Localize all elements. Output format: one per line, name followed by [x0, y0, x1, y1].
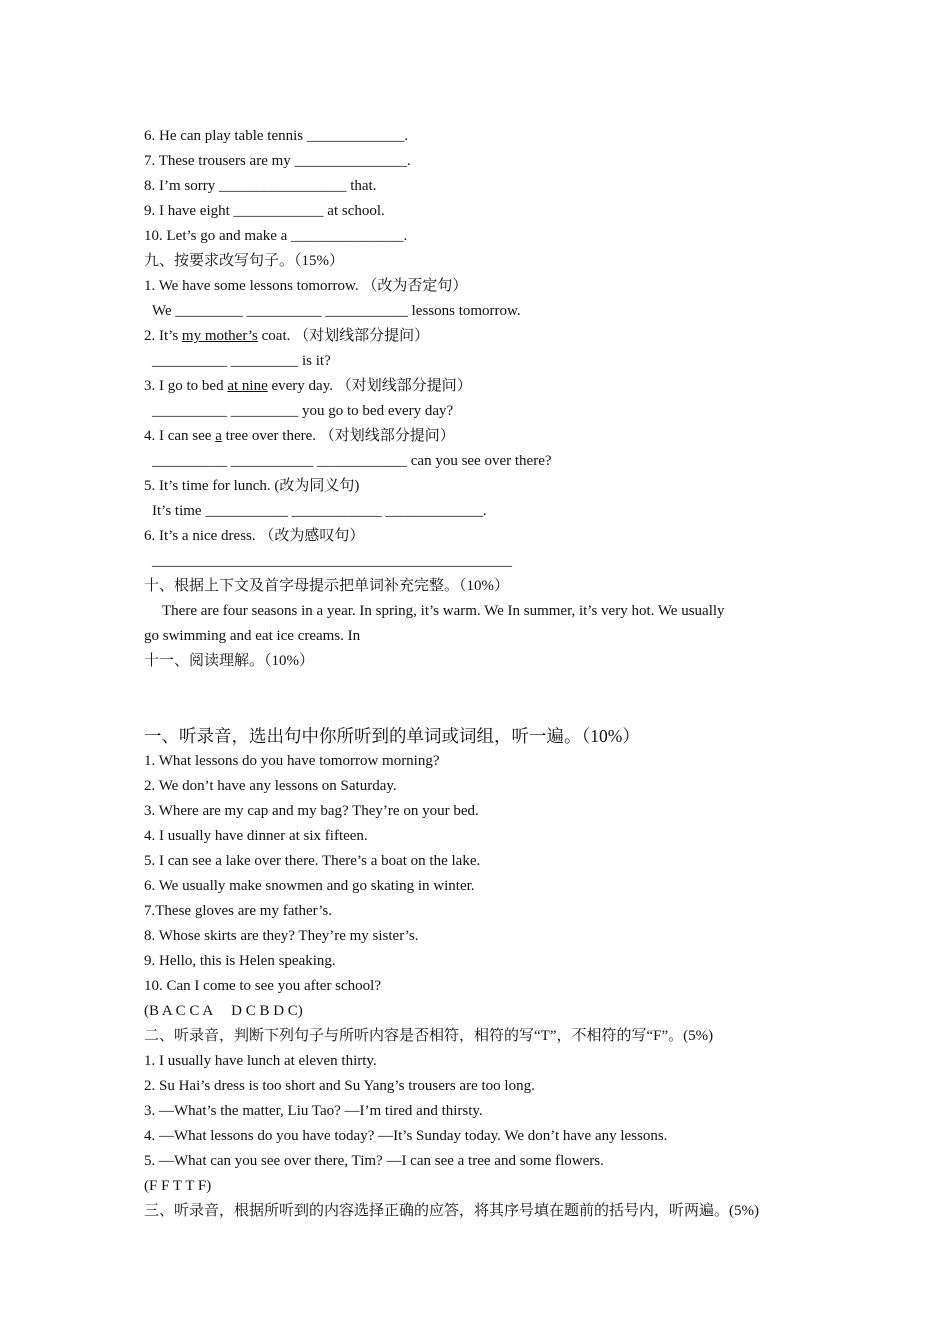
section9-heading: 九、按要求改写句子。（15%）: [144, 253, 344, 269]
s8-item-8: 8. I’m sorry _________________ that.: [144, 178, 377, 194]
s9-q3-pre: 3. I go to bed: [144, 378, 228, 394]
s9-q3-underlined: at nine: [227, 378, 268, 394]
listen1-item: 10. Can I come to see you after school?: [144, 978, 382, 994]
listen2-heading: 二、听录音，判断下列句子与所听内容是否相符，相符的写“T”，不相符的写“F”。(5%): [144, 1028, 714, 1044]
listen1-item: 1. What lessons do you have tomorrow morning?: [144, 753, 440, 769]
section11-heading: 十一、阅读理解。（10%）: [144, 653, 314, 669]
s9-q2-post: coat. （对划线部分提问）: [257, 328, 430, 344]
s9-q4: [144, 424, 824, 449]
s8-item-9: 9. I have eight ____________ at school.: [144, 203, 385, 219]
s9-q3: [144, 374, 824, 399]
listen1-item: 8. Whose skirts are they? They’re my sister’s.: [144, 928, 419, 944]
listen1-item: 9. Hello, this is Helen speaking.: [144, 953, 336, 969]
s9-q5-answer: It’s time ___________ ____________ _____________.: [152, 503, 487, 519]
s9-q6-answer: ________________________________________________: [152, 553, 512, 569]
s9-q3-post: every day. （对划线部分提问）: [267, 378, 472, 394]
listen2-item: 4. —What lessons do you have today? —It’s Sunday today. We don’t have any lessons.: [144, 1128, 668, 1144]
s9-q3-answer: __________ _________ you go to bed every day?: [152, 403, 454, 419]
s8-item-6: 6. He can play table tennis _____________.: [144, 128, 409, 144]
s9-q4-underlined: a: [215, 428, 222, 444]
listen1-heading: 一、听录音，选出句中你所听到的单词或词组，听一遍。（10%）: [144, 726, 640, 746]
s9-q4-pre: 4. I can see: [144, 428, 216, 444]
listen1-item: 4. I usually have dinner at six fifteen.: [144, 828, 368, 844]
s9-q6: 6. It’s a nice dress. （改为感叹句）: [144, 528, 365, 544]
listen1-answers: (B A C C A D C B D C): [144, 1003, 303, 1019]
s9-q1-answer: We _________ __________ ___________ lessons tomorrow.: [152, 303, 521, 319]
listen1-item: 2. We don’t have any lessons on Saturday.: [144, 778, 397, 794]
listen2-answers: (F F T T F): [144, 1178, 212, 1194]
s10-paragraph-line1: There are four seasons in a year. In spring, it’s warm. We In summer, it’s very hot. We usually: [162, 603, 725, 619]
s9-q5: 5. It’s time for lunch. (改为同义句): [144, 478, 360, 494]
listen1-item: 3. Where are my cap and my bag? They’re on your bed.: [144, 803, 479, 819]
s9-q4-answer: __________ ___________ ____________ can you see over there?: [152, 453, 552, 469]
s9-q2-answer: __________ _________ is it?: [152, 353, 331, 369]
listen1-item: 6. We usually make snowmen and go skating in winter.: [144, 878, 475, 894]
s9-q2-underlined: my mother’s: [181, 328, 258, 344]
listen2-item: 5. —What can you see over there, Tim? —I can see a tree and some flowers.: [144, 1153, 604, 1169]
section10-heading: 十、根据上下文及首字母提示把单词补充完整。（10%）: [144, 578, 509, 594]
listen2-item: 2. Su Hai’s dress is too short and Su Yang’s trousers are too long.: [144, 1078, 535, 1094]
s10-paragraph-line2: go swimming and eat ice creams. In: [144, 628, 361, 644]
document-page: [144, 124, 824, 1224]
spacer: [144, 674, 824, 724]
listen1-item: 5. I can see a lake over there. There’s a boat on the lake.: [144, 853, 481, 869]
listen2-item: 1. I usually have lunch at eleven thirty.: [144, 1053, 377, 1069]
s8-item-10: 10. Let’s go and make a _______________.: [144, 228, 408, 244]
s8-item-7: 7. These trousers are my _______________.: [144, 153, 411, 169]
s9-q4-post: tree over there. （对划线部分提问）: [221, 428, 455, 444]
listen2-item: 3. —What’s the matter, Liu Tao? —I’m tired and thirsty.: [144, 1103, 483, 1119]
s9-q2-pre: 2. It’s: [144, 328, 182, 344]
s9-q2: [144, 324, 824, 349]
s9-q1: 1. We have some lessons tomorrow. （改为否定句）: [144, 278, 468, 294]
listen1-item: 7.These gloves are my father’s.: [144, 903, 332, 919]
listen3-heading: 三、听录音，根据所听到的内容选择正确的应答，将其序号填在题前的括号内，听两遍。(5%): [144, 1203, 759, 1219]
